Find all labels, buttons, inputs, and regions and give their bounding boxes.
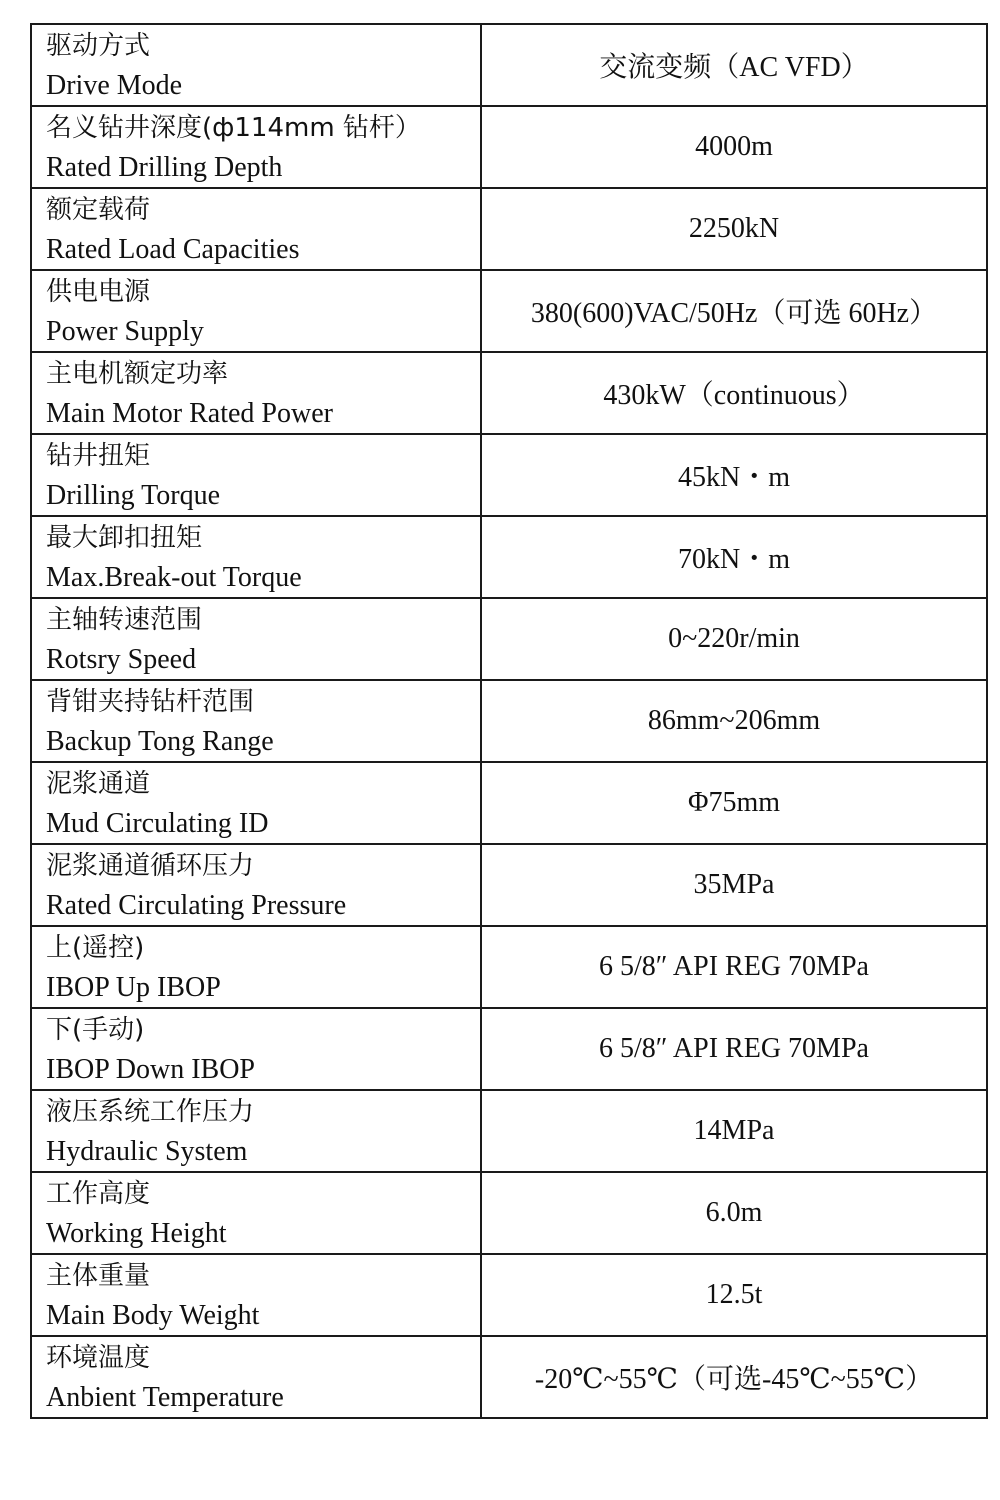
spec-label-cell [31,762,481,844]
label-english: Main Motor Rated Power [46,398,333,429]
spec-label-cell [31,1090,481,1172]
spec-row [31,1336,987,1418]
spec-label-cell [31,1008,481,1090]
spec-label-cell [31,1254,481,1336]
spec-label-cell [31,188,481,270]
spec-value: 交流变频（AC VFD） [481,24,987,106]
spec-row [31,106,987,188]
spec-value: 6.0m [481,1172,987,1254]
spec-label-cell [31,352,481,434]
spec-label-cell [31,434,481,516]
spec-row [31,1254,987,1336]
label-chinese: 环境温度 [46,1343,151,1373]
spec-row [31,24,987,106]
spec-label-cell [31,680,481,762]
label-english: Max.Break-out Torque [46,562,302,593]
label-english: Rotsry Speed [46,644,197,675]
label-english: Rated Load Capacities [46,234,300,265]
spec-value: 86mm~206mm [481,680,987,762]
label-english: IBOP Down IBOP [46,1054,255,1085]
spec-value: 6 5/8″ API REG 70MPa [481,926,987,1008]
label-chinese: 工作高度 [46,1179,151,1209]
label-english: Working Height [46,1218,227,1249]
spec-row [31,680,987,762]
label-chinese: 驱动方式 [46,31,151,61]
label-chinese: 泥浆通道 [46,769,151,799]
spec-label-cell [31,598,481,680]
spec-label-cell [31,926,481,1008]
spec-value: 2250kN [481,188,987,270]
spec-row [31,1090,987,1172]
spec-label-cell [31,106,481,188]
spec-label-cell [31,24,481,106]
label-english: Rated Circulating Pressure [46,890,347,921]
label-chinese: 背钳夹持钻杆范围 [46,687,255,717]
label-chinese: 下(手动) [46,1015,145,1045]
spec-value: 430kW（continuous） [481,352,987,434]
label-chinese: 泥浆通道循环压力 [46,851,255,881]
spec-value: 14MPa [481,1090,987,1172]
label-chinese: 额定载荷 [46,195,151,225]
label-english: Hydraulic System [46,1136,248,1167]
label-chinese: 供电电源 [46,277,151,307]
label-english: Mud Circulating ID [46,808,269,839]
spec-value: 45kN・m [481,434,987,516]
spec-row [31,598,987,680]
spec-label-cell [31,516,481,598]
label-english: Power Supply [46,316,204,347]
label-english: Anbient Temperature [46,1382,284,1413]
spec-value: 12.5t [481,1254,987,1336]
label-chinese: 主电机额定功率 [46,359,229,389]
label-chinese: 上(遥控) [46,933,145,963]
label-chinese: 主轴转速范围 [46,605,203,635]
label-english: Backup Tong Range [46,726,274,757]
label-chinese: 钻井扭矩 [46,441,151,471]
label-english: Main Body Weight [46,1300,260,1331]
spec-value: 4000m [481,106,987,188]
spec-value: 380(600)VAC/50Hz（可选 60Hz） [481,270,987,352]
label-english: Rated Drilling Depth [46,152,283,183]
spec-value: 6 5/8″ API REG 70MPa [481,1008,987,1090]
spec-value: 70kN・m [481,516,987,598]
label-english: Drilling Torque [46,480,221,511]
label-chinese: 主体重量 [46,1261,151,1291]
spec-row [31,762,987,844]
spec-label-cell [31,844,481,926]
spec-row [31,926,987,1008]
spec-table [30,23,988,1419]
spec-row [31,1008,987,1090]
label-chinese: 名义钻井深度(ф114mm 钻杆） [46,113,421,143]
spec-value: 0~220r/min [481,598,987,680]
spec-row [31,516,987,598]
spec-row [31,434,987,516]
spec-table-body [31,24,987,1418]
label-chinese: 液压系统工作压力 [46,1097,255,1127]
spec-row [31,1172,987,1254]
label-chinese: 最大卸扣扭矩 [46,523,203,553]
spec-row [31,352,987,434]
spec-value: Φ75mm [481,762,987,844]
spec-label-cell [31,1172,481,1254]
spec-value: -20℃~55℃（可选-45℃~55℃） [481,1336,987,1418]
label-english: Drive Mode [46,70,183,101]
spec-row [31,844,987,926]
spec-row [31,270,987,352]
spec-label-cell [31,1336,481,1418]
spec-value: 35MPa [481,844,987,926]
spec-label-cell [31,270,481,352]
spec-row [31,188,987,270]
label-english: IBOP Up IBOP [46,972,221,1003]
